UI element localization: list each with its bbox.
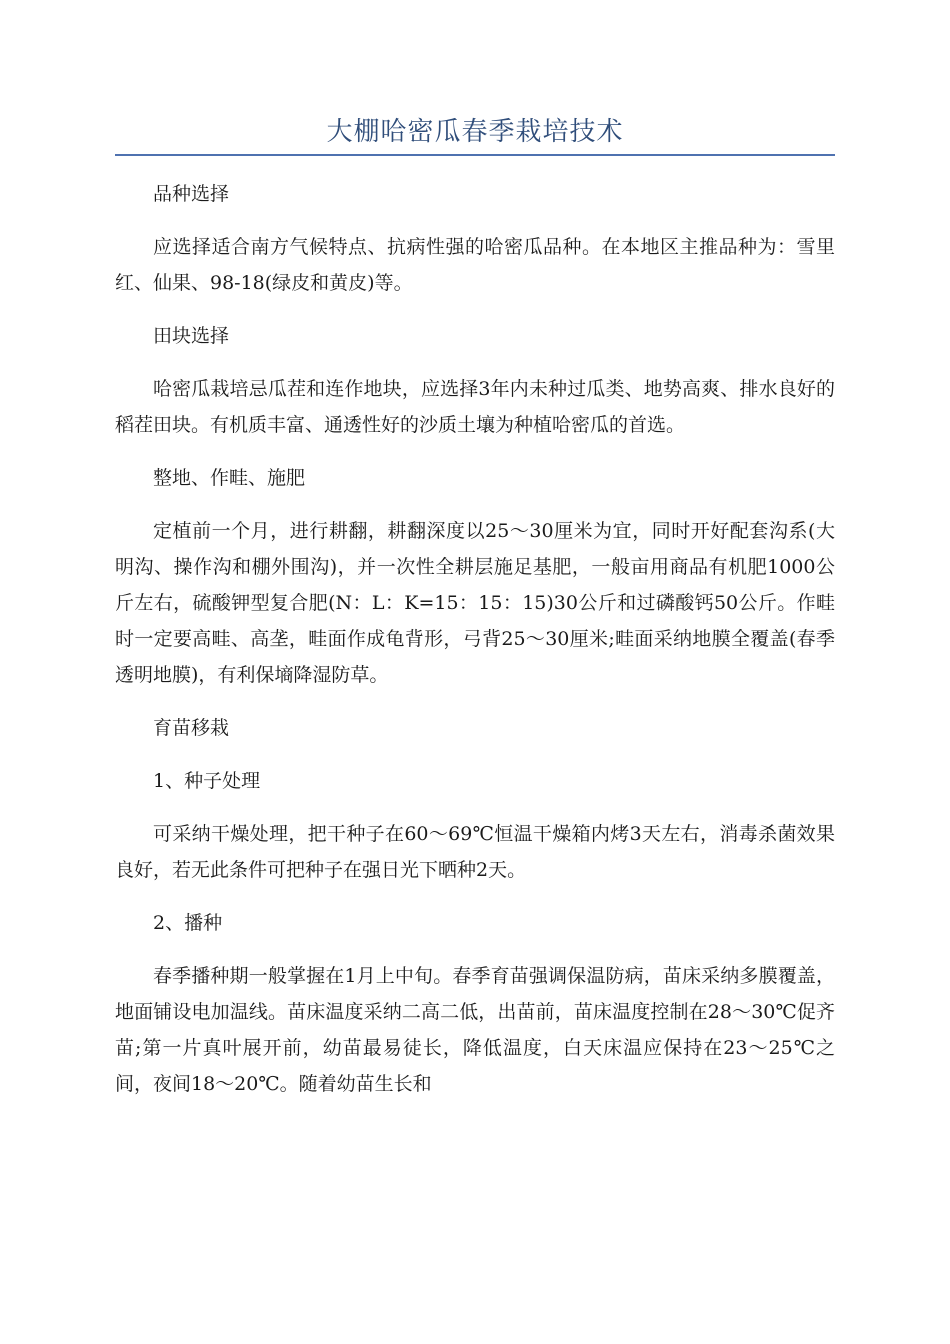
subheading-sowing: 2、播种 bbox=[153, 912, 223, 934]
title-underline bbox=[115, 154, 835, 156]
section-heading-variety: 品种选择 bbox=[153, 183, 230, 205]
paragraph-field: 哈密瓜栽培忌瓜茬和连作地块，应选择3年内未种过瓜类、地势高爽、排水良好的稻茬田块。有机质丰富、通透性好的沙质土壤为种植哈密瓜的首选。 bbox=[115, 378, 835, 436]
document-body bbox=[115, 176, 835, 1102]
paragraph-soil-prep: 定植前一个月，进行耕翻，耕翻深度以25～30厘米为宜，同时开好配套沟系(大明沟、操作沟和棚外围沟)，并一次性全耕层施足基肥，一般亩用商品有机肥1000公斤左右，硫酸钾型复合肥(N：L：K=15：15：15)30公斤和过磷酸钙50公斤。作畦时一定要高畦、高垄，畦面作成龟背形，弓背25～30厘米;畦面采纳地膜全覆盖(春季透明地膜)，有利保墒降湿防草。 bbox=[115, 520, 835, 686]
section-heading-soil-prep: 整地、作畦、施肥 bbox=[153, 467, 306, 489]
document-title: 大棚哈密瓜春季栽培技术 bbox=[326, 117, 624, 147]
section-heading-seedling: 育苗移栽 bbox=[153, 717, 230, 739]
section-heading-field: 田块选择 bbox=[153, 325, 230, 347]
paragraph-seed-treatment: 可采纳干燥处理，把干种子在60～69℃恒温干燥箱内烤3天左右，消毒杀菌效果良好，若无此条件可把种子在强日光下晒种2天。 bbox=[115, 823, 835, 881]
paragraph-sowing: 春季播种期一般掌握在1月上中旬。春季育苗强调保温防病，苗床采纳多膜覆盖，地面铺设电加温线。苗床温度采纳二高二低，出苗前，苗床温度控制在28～30℃促齐苗;第一片真叶展开前，幼苗最易徒长，降低温度，白天床温应保持在23～25℃之间，夜间18～20℃。随着幼苗生长和 bbox=[115, 965, 835, 1095]
subheading-seed-treatment: 1、种子处理 bbox=[153, 770, 261, 792]
paragraph-variety: 应选择适合南方气候特点、抗病性强的哈密瓜品种。在本地区主推品种为：雪里红、仙果、98-18(绿皮和黄皮)等。 bbox=[115, 236, 835, 294]
